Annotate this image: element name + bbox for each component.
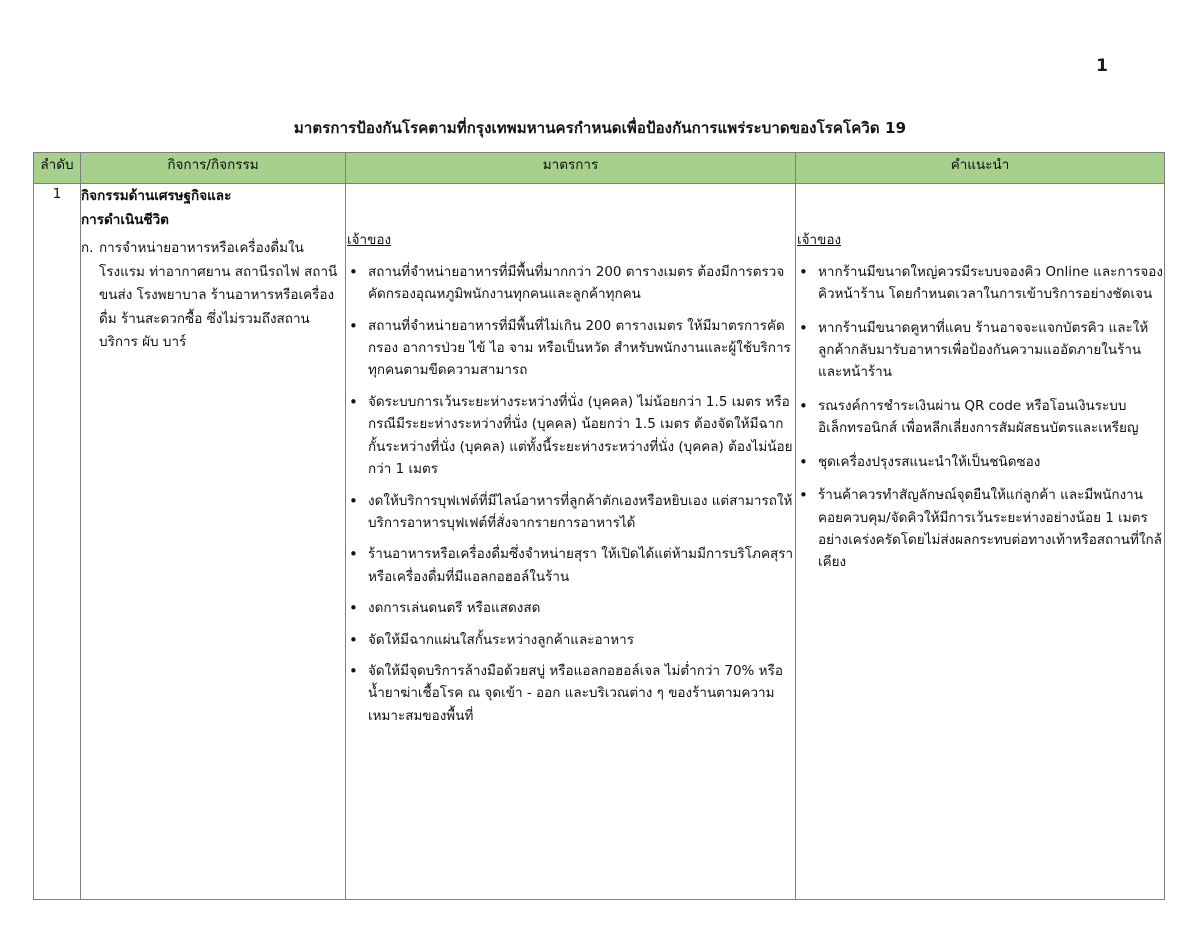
cell-order-number: 1	[34, 184, 81, 900]
cell-business-activity	[81, 184, 346, 900]
column-header-measures: มาตรการ	[346, 153, 796, 184]
cell-measures	[346, 184, 796, 900]
measures-bullet-item: • ร้านอาหารหรือเครื่องดื่มซึ่งจำหน่ายสุรา ให้เปิดได้แต่ห้ามมีการบริโภคสุรา หรือเครื่องดื่มที่มีแอลกอฮอล์ในร้าน	[346, 543, 795, 588]
business-heading-line2: การดำเนินชีวิต	[81, 211, 169, 228]
measures-bullet-item: • สถานที่จำหน่ายอาหารที่มีพื้นที่ไม่เกิน 200 ตารางเมตร ให้มีมาตรการคัดกรอง อาการป่วย ไข้ ไอ จาม หรือเป็นหวัด สำหรับพนักงานและผู้ใช้บริการทุกคนตามขีดความสามารถ	[346, 315, 795, 382]
measures-top-spacer	[346, 184, 795, 230]
measures-bullet-item: • งดให้บริการบุฟเฟต์ที่มีไลน์อาหารที่ลูกค้าตักเองหรือหยิบเอง แต่สามารถให้บริการอาหารบุฟเฟต์ที่สั่งจากรายการอาหารได้	[346, 490, 795, 535]
business-sub-text: การจำหน่ายอาหารหรือเครื่องดื่มในโรงแรม ท่าอากาศยาน สถานีรถไฟ สถานีขนส่ง โรงพยาบาล ร้านอาหารหรือเครื่องดื่ม ร้านสะดวกซื้อ ซึ่งไม่รวมถึงสถานบริการ ผับ บาร์	[99, 240, 338, 351]
advice-top-spacer	[796, 184, 1164, 230]
column-header-order: ลำดับ	[34, 153, 81, 184]
advice-bullet-item: • หากร้านมีขนาดคูหาที่แคบ ร้านอาจจะแจกบัตรคิว และให้ลูกค้ากลับมารับอาหารเพื่อป้องกันความแออัดภายในร้าน และหน้าร้าน	[796, 317, 1164, 384]
advice-owner-label-wrap	[796, 230, 1164, 261]
measures-bullet-list	[346, 261, 795, 727]
column-header-advice: คำแนะนำ	[796, 153, 1165, 184]
table-header	[34, 153, 1165, 184]
business-sub-item	[81, 237, 345, 354]
measures-bullet-item: • สถานที่จำหน่ายอาหารที่มีพื้นที่มากกว่า 200 ตารางเมตร ต้องมีการตรวจคัดกรองอุณหภูมิพนักงานทุกคนและลูกค้าทุกคน	[346, 261, 795, 306]
page-title: มาตรการป้องกันโรคตามที่กรุงเทพมหานครกำหนดเพื่อป้องกันการแพร่ระบาดของโรคโควิด 19	[293, 119, 907, 137]
advice-bullet-item: • ชุดเครื่องปรุงรสแนะนำให้เป็นชนิดซอง	[796, 451, 1164, 473]
business-heading-line1: กิจกรรมด้านเศรษฐกิจและ	[81, 188, 232, 204]
column-header-business: กิจการ/กิจกรรม	[81, 153, 346, 184]
measures-bullet-item: • จัดให้มีฉากแผ่นใสกั้นระหว่างลูกค้าและอาหาร	[346, 629, 795, 651]
measures-bullet-item: • จัดระบบการเว้นระยะห่างระหว่างที่นั่ง (บุคคล) ไม่น้อยกว่า 1.5 เมตร หรือ กรณีมีระยะห่างระหว่างที่นั่ง (บุคคล) น้อยกว่า 1.5 เมตร ต้องจัดให้มีฉากกั้นระหว่างที่นั่ง (บุคคล) แต่ทั้งนี้ระยะห่างระหว่างที่นั่ง (บุคคล) ต้องไม่น้อยกว่า 1 เมตร	[346, 391, 795, 481]
advice-bullet-item: • หากร้านมีขนาดใหญ่ควรมีระบบจองคิว Online และการจองคิวหน้าร้าน โดยกำหนดเวลาในการเข้าบริการอย่างชัดเจน	[796, 261, 1164, 306]
measures-bullet-item: • จัดให้มีจุดบริการล้างมือด้วยสบู่ หรือแอลกอฮอล์เจล ไม่ต่ำกว่า 70% หรือน้ำยาฆ่าเชื้อโรค ณ จุดเข้า - ออก และบริเวณต่าง ๆ ของร้านตามความเหมาะสมของพื้นที่	[346, 660, 795, 727]
advice-bullet-list	[796, 261, 1164, 574]
measures-table	[33, 152, 1165, 900]
measures-table-wrapper	[33, 152, 1164, 900]
page-number: 1	[1096, 56, 1108, 76]
advice-owner-label: เจ้าของ	[797, 232, 842, 248]
table-row	[34, 184, 1165, 900]
cell-advice	[796, 184, 1165, 900]
business-sub-marker: ก.	[81, 240, 94, 257]
measures-owner-label: เจ้าของ	[347, 232, 392, 248]
advice-bullet-item: • รณรงค์การชำระเงินผ่าน QR code หรือโอนเงินระบบอิเล็กทรอนิกส์ เพื่อหลีกเลี่ยงการสัมผัสธนบัตรและเหรียญ	[796, 395, 1164, 440]
measures-bullet-item: • งดการเล่นดนตรี หรือแสดงสด	[346, 597, 795, 619]
advice-bullet-item: • ร้านค้าควรทำสัญลักษณ์จุดยืนให้แก่ลูกค้า และมีพนักงานคอยควบคุม/จัดคิวให้มีการเว้นระยะห่างอย่างน้อย 1 เมตร อย่างเคร่งครัดโดยไม่ส่งผลกระทบต่อทางเท้าหรือสถานที่ใกล้เคียง	[796, 484, 1164, 574]
measures-owner-label-wrap	[346, 230, 795, 261]
table-header-row	[34, 153, 1165, 184]
table-body	[34, 184, 1165, 900]
